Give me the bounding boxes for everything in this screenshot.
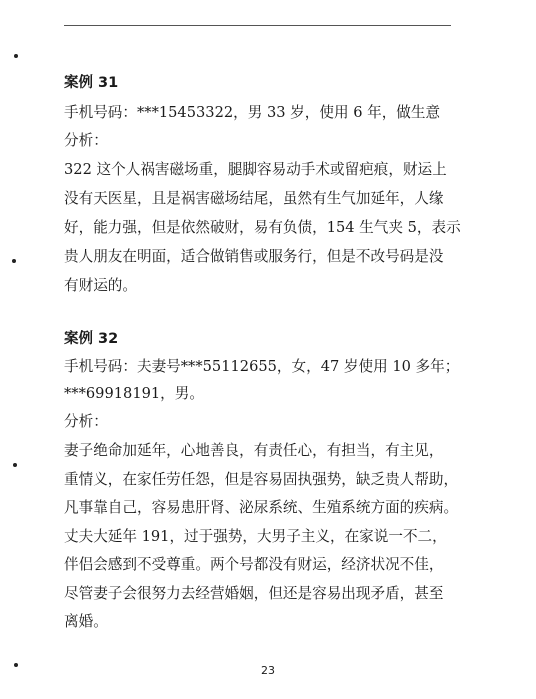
case-32-phone-line: ***69918191，男。 — [64, 385, 204, 402]
binding-hole-mark — [13, 463, 17, 467]
case-32-body-line: 妻子绝命加延年，心地善良，有责任心，有担当，有主见， — [64, 442, 444, 459]
case-31-body-line: 有财运的。 — [64, 277, 137, 294]
case-31-title: 案例 31 — [64, 75, 119, 91]
case-32-body-line: 伴侣会感到不受尊重。两个号都没有财运，经济状况不佳， — [64, 556, 444, 573]
case-32-analysis-label: 分析： — [64, 413, 108, 430]
case-31-body-line: 好，能力强，但是依然破财，易有负债，154 生气夹 5，表示 — [64, 219, 461, 236]
case-32-title: 案例 32 — [64, 331, 119, 347]
case-31-analysis-label: 分析： — [64, 132, 108, 149]
case-32-phone-line: 手机号码：夫妻号***55112655，女，47 岁使用 10 多年； — [64, 358, 460, 375]
page-number: 23 — [261, 664, 275, 677]
case-32-body-line: 凡事靠自己，容易患肝肾、泌尿系统、生殖系统方面的疾病。 — [64, 499, 459, 516]
binding-hole-mark — [12, 259, 16, 263]
case-31-phone: 手机号码：***15453322，男 33 岁，使用 6 年，做生意 — [64, 104, 441, 121]
case-31-body-line: 贵人朋友在明面，适合做销售或服务行，但是不改号码是没 — [64, 248, 444, 265]
case-31-body-line: 322 这个人祸害磁场重，腿脚容易动手术或留疤痕，财运上 — [64, 161, 447, 178]
binding-hole-mark — [14, 54, 18, 58]
case-32-body-line: 尽管妻子会很努力去经营婚姻，但还是容易出现矛盾，甚至 — [64, 585, 444, 602]
case-32-body-line: 重情义，在家任劳任怨，但是容易固执强势，缺乏贵人帮助， — [64, 471, 459, 488]
case-32-body-line: 丈夫大延年 191，过于强势，大男子主义，在家说一不二， — [64, 528, 447, 545]
case-31-body-line: 没有天医星，且是祸害磁场结尾，虽然有生气加延年，人缘 — [64, 190, 444, 207]
header-rule — [64, 25, 451, 26]
case-32-body-line: 离婚。 — [64, 613, 108, 630]
